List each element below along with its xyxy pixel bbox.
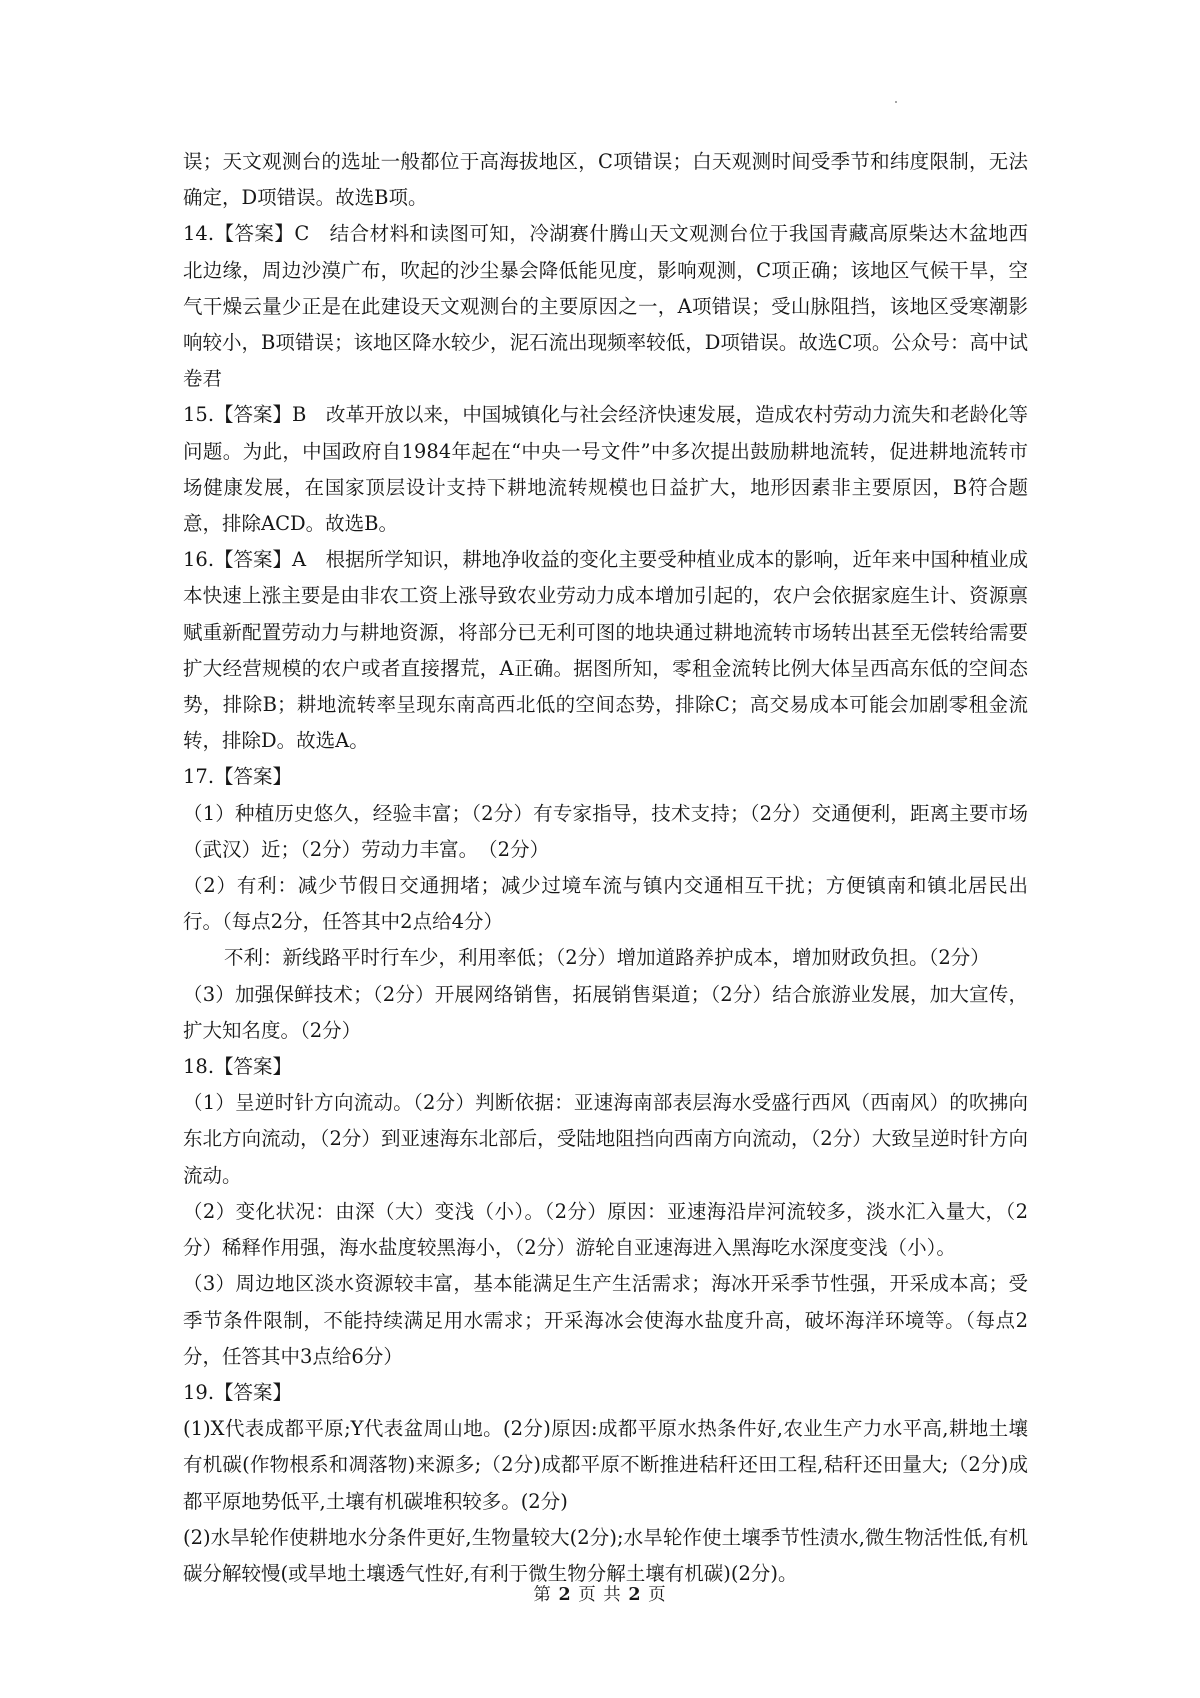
paragraph-q18-part3: （3）周边地区淡水资源较丰富，基本能满足生产生活需求；海冰开采季节性强，开采成本高；受季节条件限制，不能持续满足用水需求；开采海冰会使海水盐度升高，破坏海洋环境等。（每点2分，任答其中3点给6分） <box>183 1272 1028 1368</box>
paragraph-q19-part2: (2)水旱轮作使耕地水分条件更好,生物量较大(2分);水旱轮作使土壤季节性渍水,微生物活性低,有机碳分解较慢(或旱地土壤透气性好,有利于微生物分解土壤有机碳)(2分)。 <box>183 1525 1028 1585</box>
answer-content <box>183 144 1028 1592</box>
footer-total-pages: 2 <box>628 1585 642 1605</box>
heading-q17-answer: 17.【答案】 <box>183 765 293 789</box>
footer-middle: 页 共 <box>578 1585 622 1605</box>
scan-speck <box>895 101 897 103</box>
footer-suffix: 页 <box>648 1585 667 1605</box>
paragraph-q14-answer: 14.【答案】C 结合材料和读图可知，冷湖赛什腾山天文观测台位于我国青藏高原柴达木盆地西北边缘，周边沙漠广布，吹起的沙尘暴会降低能见度，影响观测，C项正确；该地区气候干旱，空气干燥云量少正是在此建设天文观测台的主要原因之一，A项错误；受山脉阻挡，该地区受寒潮影响较小，B项错误；该地区降水较少，泥石流出现频率较低，D项错误。故选C项。公众号：高中试卷君 <box>183 222 1028 391</box>
paragraph-q19-part1: (1)X代表成都平原;Y代表盆周山地。(2分)原因:成都平原水热条件好,农业生产力水平高,耕地土壤有机碳(作物根系和凋落物)来源多;（2分)成都平原不断推进秸秆还田工程,秸秆还田量大;（2分)成都平原地势低平,土壤有机碳堆积较多。(2分) <box>183 1417 1028 1513</box>
paragraph-q17-part3: （3）加强保鲜技术；（2分）开展网络销售，拓展销售渠道；（2分）结合旅游业发展，加大宣传，扩大知名度。（2分） <box>183 982 1028 1042</box>
paragraph-q18-part1: （1）呈逆时针方向流动。（2分）判断依据：亚速海南部表层海水受盛行西风（西南风）的吹拂向东北方向流动，（2分）到亚速海东北部后，受陆地阻挡向西南方向流动，（2分）大致呈逆时针方向流动。 <box>183 1091 1028 1187</box>
footer-current-page: 2 <box>558 1585 572 1605</box>
heading-q19-answer: 19.【答案】 <box>183 1380 293 1404</box>
paragraph-q17-part2: （2）有利：减少节假日交通拥堵；减少过境车流与镇内交通相互干扰；方便镇南和镇北居民出行。（每点2分，任答其中2点给4分） <box>183 874 1028 934</box>
page-footer <box>0 1581 1200 1606</box>
paragraph-q18-part2: （2）变化状况：由深（大）变浅（小）。（2分）原因：亚速海沿岸河流较多，淡水汇入量大，（2分）稀释作用强，海水盐度较黑海小，（2分）游轮自亚速海进入黑海吃水深度变浅（小）。 <box>183 1199 1028 1260</box>
footer-prefix: 第 <box>533 1585 552 1605</box>
paragraph-q15-answer: 15.【答案】B 改革开放以来，中国城镇化与社会经济快速发展，造成农村劳动力流失和老龄化等问题。为此，中国政府自1984年起在“中央一号文件”中多次提出鼓励耕地流转，促进耕地流转市场健康发展，在国家顶层设计支持下耕地流转规模也日益扩大，地形因素非主要原因，B符合题意，排除ACD。故选B。 <box>183 403 1028 536</box>
paragraph-q17-part1: （1）种植历史悠久，经验丰富；（2分）有专家指导，技术支持；（2分）交通便利，距离主要市场（武汉）近；（2分）劳动力丰富。 （2分） <box>183 801 1028 861</box>
paragraph-q13-continued: 误；天文观测台的选址一般都位于高海拔地区，C项错误；白天观测时间受季节和纬度限制，无法确定，D项错误。故选B项。 <box>183 150 1028 210</box>
paragraph-q16-answer: 16.【答案】A 根据所学知识，耕地净收益的变化主要受种植业成本的影响，近年来中国种植业成本快速上涨主要是由非农工资上涨导致农业劳动力成本增加引起的，农户会依据家庭生计、资源禀赋重新配置劳动力与耕地资源，将部分已无利可图的地块通过耕地流转市场转出甚至无偿转给需要扩大经营规模的农户或者直接撂荒，A正确。据图所知，零租金流转比例大体呈西高东低的空间态势，排除B；耕地流转率呈现东南高西北低的空间态势，排除C；高交易成本可能会加剧零租金流转，排除D。故选A。 <box>183 548 1028 753</box>
paragraph-q17-part2-disadvantage: 不利：新线路平时行车少，利用率低；（2分）增加道路养护成本，增加财政负担。（2分） <box>223 946 990 970</box>
heading-q18-answer: 18.【答案】 <box>183 1055 293 1079</box>
